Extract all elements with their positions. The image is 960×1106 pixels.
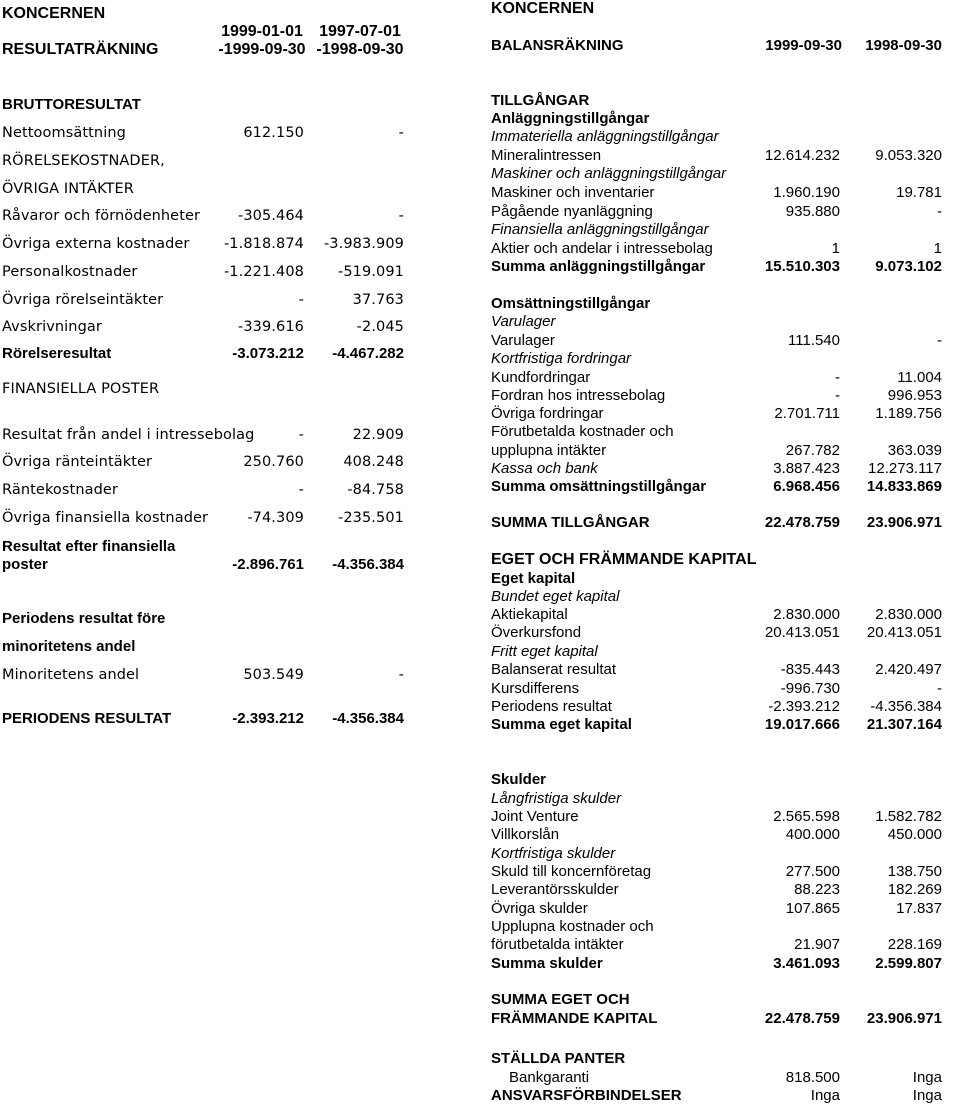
row-label: Fritt eget kapital (491, 643, 598, 660)
row-label: upplupna intäkter (491, 442, 607, 459)
row-value-1: 6.968.456 (773, 478, 840, 495)
row-value-2: Inga (912, 1069, 942, 1086)
row-value-2: 17.837 (896, 900, 942, 917)
row-value-1: 2.565.598 (773, 808, 840, 825)
row-label: Joint Venture (491, 808, 579, 825)
row-label: Kassa och bank (491, 460, 598, 477)
row-value-2: 22.909 (352, 427, 404, 443)
row-value-1: - (835, 387, 840, 404)
row-label: Resultat efter finansiella (2, 538, 176, 555)
row-label: Finansiella anläggningstillgångar (491, 221, 709, 238)
row-value-1: -339.616 (238, 319, 304, 335)
left-col2-line1: 1997-07-01 (319, 23, 401, 40)
row-value-2: 1.582.782 (875, 808, 942, 825)
row-label: Övriga rörelseintäkter (2, 292, 164, 308)
row-value-1: 12.614.232 (764, 147, 840, 164)
row-value-1: 818.500 (785, 1069, 840, 1086)
row-value-1: -2.393.212 (768, 698, 840, 715)
left-col1-line2: -1999-09-30 (218, 41, 306, 58)
row-value-2: 2.830.000 (875, 606, 942, 623)
row-value-2: -84.758 (347, 482, 404, 498)
row-value-1: - (298, 427, 304, 443)
row-label: minoritetens andel (2, 638, 136, 655)
row-value-2: 19.781 (896, 184, 942, 201)
left-title-2: RESULTATRÄKNING (2, 41, 159, 58)
row-label: BRUTTORESULTAT (2, 96, 141, 113)
row-label: Långfristiga skulder (491, 790, 622, 807)
row-label: Övriga fordringar (491, 405, 604, 422)
row-value-2: - (937, 680, 942, 697)
row-label: Bundet eget kapital (491, 588, 620, 605)
row-value-2: 1.189.756 (875, 405, 942, 422)
row-label: förutbetalda intäkter (491, 936, 624, 953)
row-label: Aktiekapital (491, 606, 568, 623)
row-label: Kundfordringar (491, 369, 591, 386)
row-value-2: 363.039 (887, 442, 942, 459)
left-col2-line2: -1998-09-30 (316, 41, 404, 58)
row-value-2: - (398, 125, 404, 141)
row-value-2: 2.420.497 (875, 661, 942, 678)
row-label: Balanserat resultat (491, 661, 617, 678)
row-label: poster (2, 556, 48, 573)
row-label: Övriga finansiella kostnader (2, 510, 209, 526)
left-title-1: KONCERNEN (2, 5, 106, 22)
row-value-2: 450.000 (887, 826, 942, 843)
row-value-2: 11.004 (897, 369, 942, 386)
row-label: Räntekostnader (2, 482, 118, 498)
row-label: Summa omsättningstillgångar (491, 478, 707, 495)
row-value-1: 21.907 (794, 936, 840, 953)
row-label: ANSVARSFÖRBINDELSER (491, 1087, 682, 1104)
row-value-1: 935.880 (785, 203, 840, 220)
row-value-2: 9.073.102 (875, 258, 942, 275)
row-value-2: -4.356.384 (870, 698, 942, 715)
row-value-2: -4.356.384 (332, 556, 404, 573)
row-value-1: 107.865 (785, 900, 840, 917)
row-value-2: - (398, 208, 404, 224)
row-label: RÖRELSEKOSTNADER, (2, 153, 165, 169)
row-label: Mineralintressen (491, 147, 602, 164)
row-label: Resultat från andel i intressebolag (2, 427, 255, 443)
row-label: Avskrivningar (2, 319, 102, 335)
row-value-2: 12.273.117 (868, 460, 942, 477)
row-label: Överkursfond (491, 624, 582, 641)
row-label: Rörelseresultat (2, 345, 112, 362)
row-label: Immateriella anläggningstillgångar (491, 128, 719, 145)
row-value-2: 138.750 (887, 863, 942, 880)
row-value-1: 1 (831, 240, 840, 257)
row-label: Leverantörsskulder (491, 881, 619, 898)
row-label: Skulder (491, 771, 547, 788)
row-value-2: 37.763 (352, 292, 404, 308)
row-value-1: 111.540 (788, 332, 840, 349)
right-title-1: KONCERNEN (491, 0, 595, 17)
right-title-2: BALANSRÄKNING (491, 37, 624, 54)
row-value-1: 22.478.759 (764, 1010, 840, 1027)
row-value-1: 400.000 (785, 826, 840, 843)
row-value-2: - (937, 203, 942, 220)
row-value-1: -2.896.761 (232, 556, 304, 573)
row-value-2: 182.269 (887, 881, 942, 898)
row-value-2: 1 (933, 240, 942, 257)
section-heading: EGET OCH FRÄMMANDE KAPITAL (491, 551, 757, 568)
row-value-2: 23.906.971 (866, 514, 942, 531)
row-label: Periodens resultat (491, 698, 612, 715)
row-label: Övriga externa kostnader (2, 236, 190, 252)
row-label: Förutbetalda kostnader och (491, 423, 674, 440)
row-label: Råvaror och förnödenheter (2, 208, 201, 224)
row-value-2: -4.467.282 (332, 345, 404, 362)
row-value-2: 9.053.320 (875, 147, 942, 164)
row-value-1: 2.701.711 (774, 405, 840, 422)
row-label: Nettoomsättning (2, 125, 126, 141)
row-label: Summa eget kapital (491, 716, 632, 733)
row-value-1: - (835, 369, 840, 386)
row-value-2: Inga (912, 1087, 942, 1104)
row-label: ÖVRIGA INTÄKTER (2, 181, 134, 197)
row-label: Villkorslån (491, 826, 560, 843)
row-label: Omsättningstillgångar (491, 295, 651, 312)
row-value-1: 19.017.666 (764, 716, 840, 733)
row-value-1: 267.782 (785, 442, 840, 459)
row-value-2: 996.953 (887, 387, 942, 404)
row-label: Upplupna kostnader och (491, 918, 654, 935)
row-label: Minoritetens andel (2, 667, 140, 683)
row-value-2: 228.169 (887, 936, 942, 953)
row-label: Fordran hos intressebolag (491, 387, 666, 404)
row-label: SUMMA EGET OCH (491, 991, 630, 1008)
row-label: Personalkostnader (2, 264, 138, 280)
row-value-2: -519.091 (338, 264, 404, 280)
row-label: Varulager (491, 313, 556, 330)
row-value-1: 1.960.190 (773, 184, 840, 201)
row-value-1: 612.150 (243, 125, 304, 141)
row-value-2: -235.501 (338, 510, 404, 526)
row-label: Summa anläggningstillgångar (491, 258, 706, 275)
row-value-1: - (298, 482, 304, 498)
row-value-2: 20.413.051 (866, 624, 942, 641)
row-value-1: 15.510.303 (764, 258, 840, 275)
row-value-1: -835.443 (780, 661, 840, 678)
row-label: Kortfristiga fordringar (491, 350, 632, 367)
row-value-1: -1.818.874 (223, 236, 304, 252)
right-col2: 1998-09-30 (865, 37, 942, 54)
row-value-1: 277.500 (785, 863, 840, 880)
row-label: Varulager (491, 332, 555, 349)
row-label: Periodens resultat före (2, 610, 166, 627)
row-value-2: -4.356.384 (332, 710, 404, 727)
row-label: Skuld till koncernföretag (491, 863, 652, 880)
right-col1: 1999-09-30 (765, 37, 842, 54)
row-label: Aktier och andelar i intressebolag (491, 240, 713, 257)
row-value-2: 408.248 (343, 454, 404, 470)
row-value-1: -74.309 (247, 510, 304, 526)
row-label: PERIODENS RESULTAT (2, 710, 172, 727)
row-label: Maskiner och inventarier (491, 184, 655, 201)
left-col1-line1: 1999-01-01 (221, 23, 303, 40)
row-value-1: -1.221.408 (223, 264, 304, 280)
row-value-2: -2.045 (356, 319, 404, 335)
row-value-1: -996.730 (780, 680, 840, 697)
row-value-1: -305.464 (238, 208, 304, 224)
row-value-1: 503.549 (243, 667, 304, 683)
row-value-2: 2.599.807 (875, 955, 942, 972)
row-value-1: - (298, 292, 304, 308)
row-label: Kursdifferens (491, 680, 580, 697)
row-value-1: 20.413.051 (764, 624, 840, 641)
row-value-1: -3.073.212 (232, 345, 304, 362)
row-value-1: -2.393.212 (232, 710, 304, 727)
row-label: SUMMA TILLGÅNGAR (491, 514, 650, 531)
row-label: Pågående nyanläggning (491, 203, 653, 220)
row-label: Övriga ränteintäkter (2, 454, 153, 470)
row-label: FRÄMMANDE KAPITAL (491, 1010, 658, 1027)
row-label: Anläggningstillgångar (491, 110, 650, 127)
row-label: Bankgaranti (509, 1069, 590, 1086)
row-value-1: Inga (810, 1087, 840, 1104)
row-value-2: 21.307.164 (866, 716, 942, 733)
row-value-1: 250.760 (243, 454, 304, 470)
row-label: Summa skulder (491, 955, 603, 972)
row-label: TILLGÅNGAR (491, 92, 590, 109)
row-value-2: - (937, 332, 942, 349)
row-value-1: 3.887.423 (773, 460, 840, 477)
row-label: Maskiner och anläggningstillgångar (491, 165, 727, 182)
row-label: STÄLLDA PANTER (491, 1050, 626, 1067)
row-value-1: 22.478.759 (764, 514, 840, 531)
row-value-2: 14.833.869 (866, 478, 942, 495)
row-label: Kortfristiga skulder (491, 845, 616, 862)
row-value-1: 3.461.093 (773, 955, 840, 972)
row-value-2: -3.983.909 (323, 236, 404, 252)
row-label: Övriga skulder (491, 900, 588, 917)
section-heading: FINANSIELLA POSTER (2, 381, 160, 397)
row-value-2: - (398, 667, 404, 683)
row-label: Eget kapital (491, 570, 576, 587)
row-value-2: 23.906.971 (866, 1010, 942, 1027)
row-value-1: 88.223 (794, 881, 840, 898)
row-value-1: 2.830.000 (773, 606, 840, 623)
